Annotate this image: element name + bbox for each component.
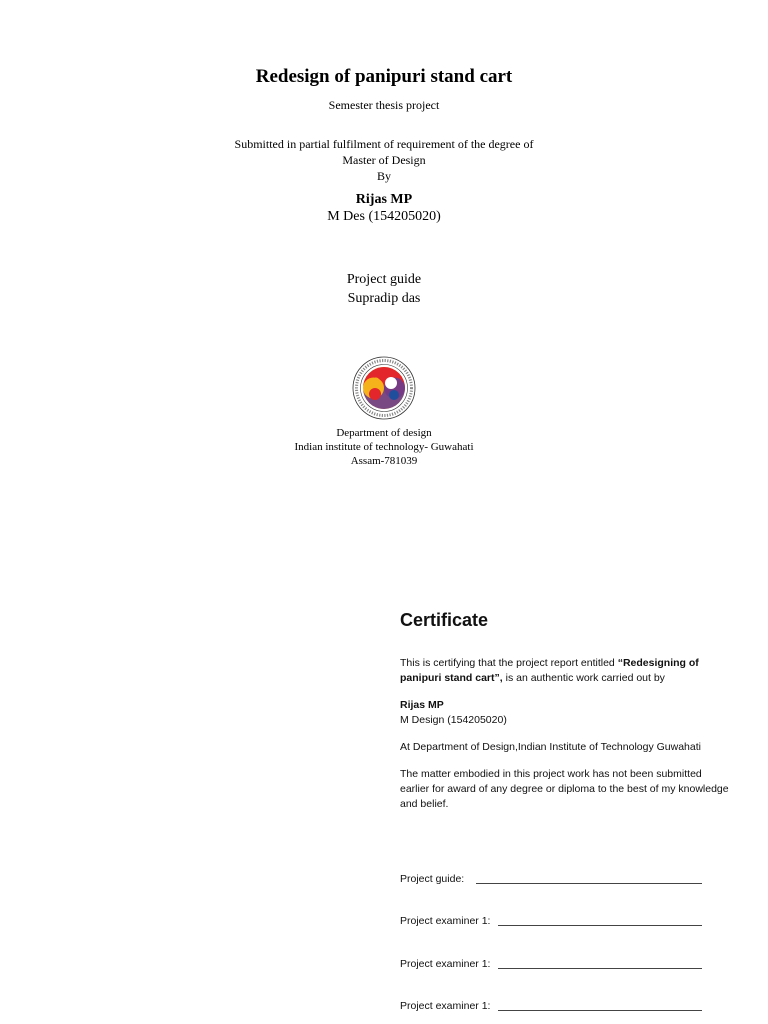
signature-label: Project examiner 1: [400, 1000, 491, 1012]
submission-line-3: By [376, 169, 391, 183]
thesis-title: Redesign of panipuri stand cart [255, 66, 513, 87]
submission-line-2: Master of Design [342, 153, 426, 167]
author-id: M Des (154205020) [327, 209, 441, 224]
certificate-intro [400, 656, 730, 686]
certificate-department: At Department of Design,Indian Institute of Technology Guwahati [400, 741, 701, 753]
certificate-heading: Certificate [400, 610, 489, 630]
thesis-subtitle: Semester thesis project [328, 98, 440, 112]
certificate-student-id: M Design (154205020) [400, 714, 507, 726]
signature-line [476, 883, 702, 884]
certificate-section [400, 608, 730, 824]
signature-row-examiner [400, 958, 702, 974]
signature-label: Project guide: [400, 873, 465, 885]
signature-label: Project examiner 1: [400, 915, 491, 927]
submission-statement [0, 136, 768, 184]
certificate-declaration: The matter embodied in this project work has not been submitted earlier for award of any degree or diploma to the best of my knowledge and belief. [400, 768, 729, 810]
signature-label: Project examiner 1: [400, 958, 491, 970]
signature-row-examiner [400, 915, 702, 931]
iit-guwahati-logo-icon [351, 355, 417, 421]
guide-name: Supradip das [347, 291, 421, 306]
submission-line-1: Submitted in partial fulfilment of requirement of the degree of [234, 137, 534, 151]
signature-line [498, 925, 702, 926]
dept-line-2: Indian institute of technology- Guwahati [294, 441, 474, 453]
department-address [0, 426, 768, 468]
author-name: Rijas MP [355, 192, 413, 207]
signature-line [498, 1010, 702, 1011]
signature-row-guide [400, 873, 702, 889]
certificate-student-name: Rijas MP [400, 699, 444, 711]
certificate-project-title: “Redesigning of panipuri stand cart”, [400, 657, 699, 684]
dept-line-1: Department of design [336, 427, 432, 439]
signature-line [498, 968, 702, 969]
certificate-intro-prefix: This is certifying that the project report entitled [400, 657, 618, 669]
project-guide-block [0, 270, 768, 308]
guide-label: Project guide [346, 272, 422, 287]
dept-line-3: Assam-781039 [350, 455, 418, 467]
signature-row-examiner [400, 1000, 702, 1016]
certificate-intro-suffix: is an authentic work carried out by [502, 672, 665, 684]
